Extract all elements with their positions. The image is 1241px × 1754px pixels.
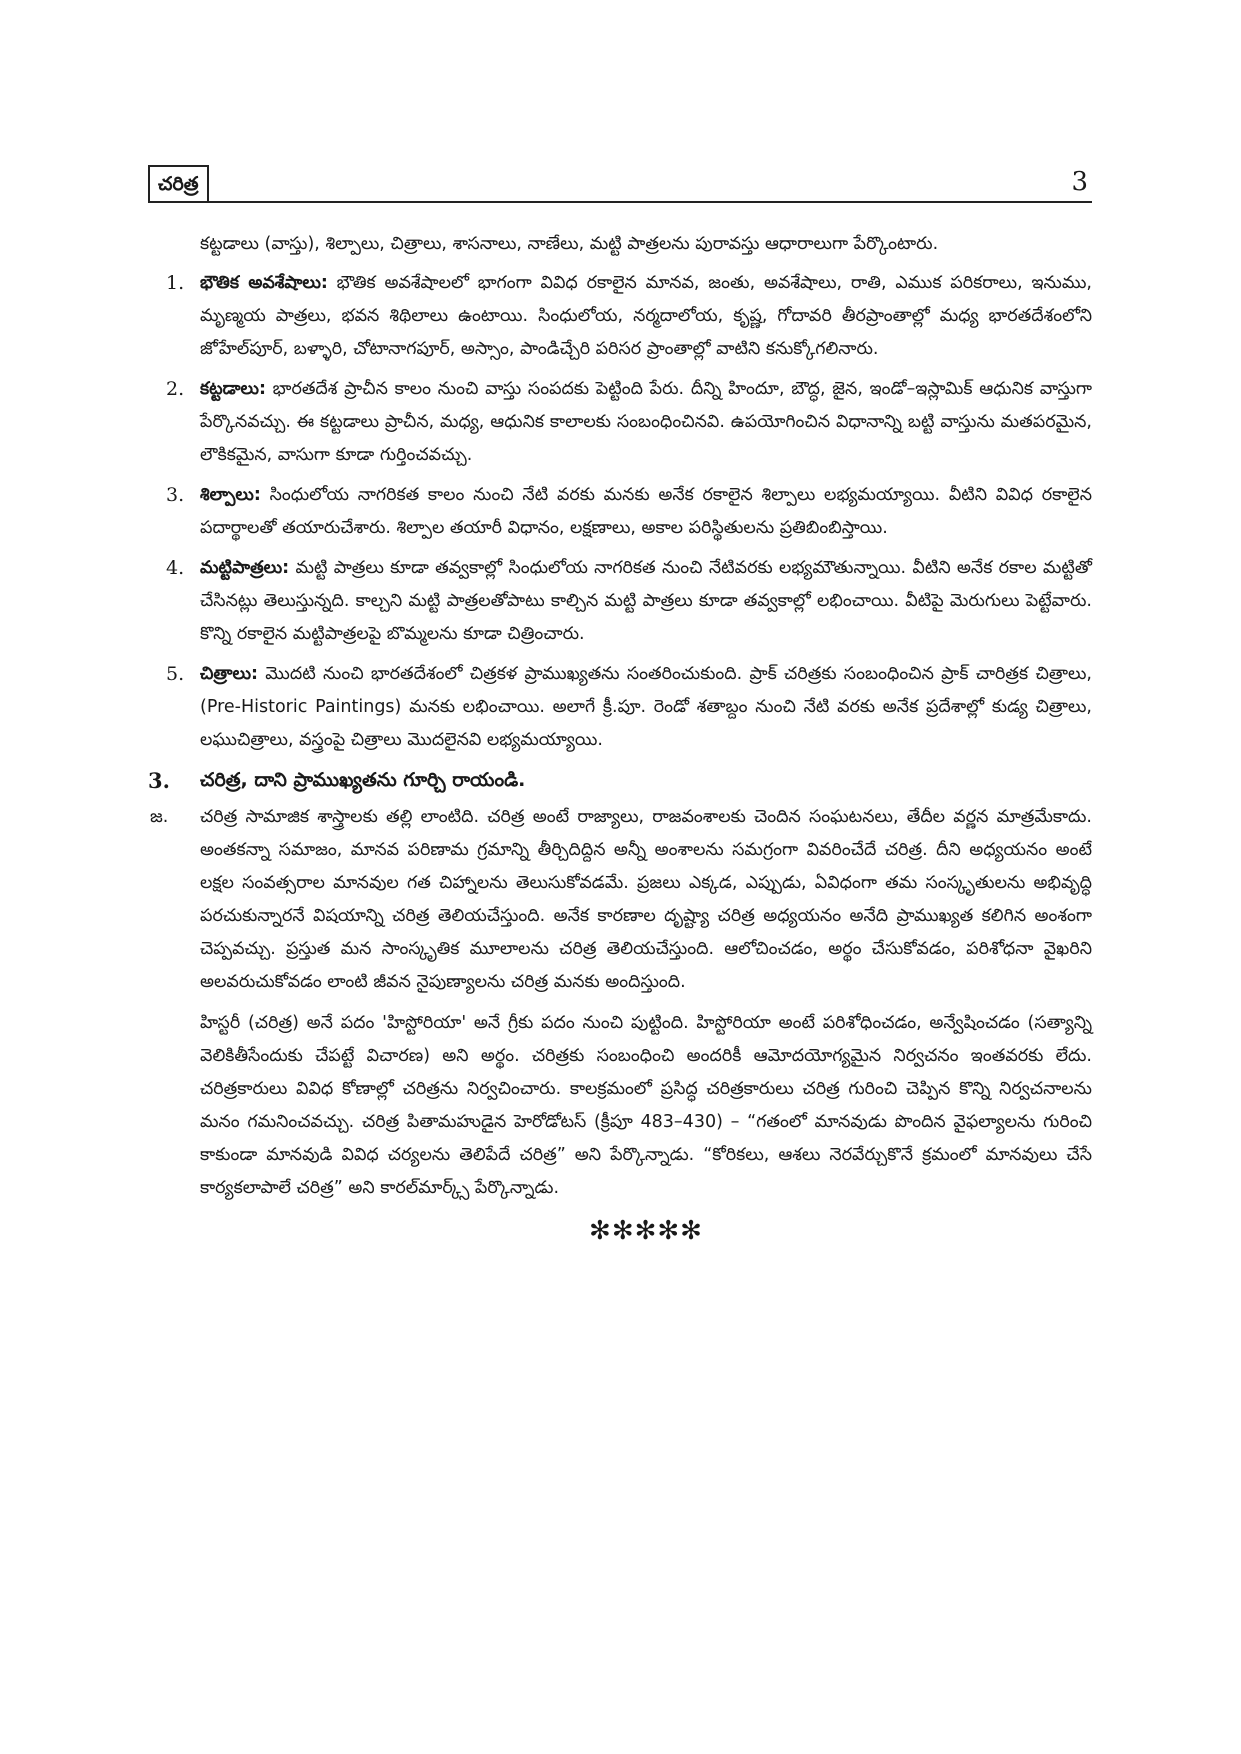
item-term: చిత్రాలు:: [200, 664, 258, 684]
page-content: [148, 228, 1092, 1248]
answer-label: జ.: [150, 807, 169, 827]
item-text: సింధులోయ నాగరికత కాలం నుంచి నేటి వరకు మనకు అనేక రకాలైన శిల్పాలు లభ్యమయ్యాయి. వీటిని వివిధ రకాలైన పదార్థాలతో తయారుచేశారు. శిల్పాల తయారీ విధానం, లక్షణాలు, అకాల పరిస్థితులను ప్రతిబింబిస్తాయి.: [200, 485, 1092, 538]
header-divider: [148, 201, 1092, 203]
item-text: భౌతిక అవశేషాలలో భాగంగా వివిధ రకాలైన మానవ, జంతు, అవశేషాలు, రాతి, ఎముక పరికరాలు, ఇనుము, మృణ్మయ పాత్రలు, భవన శిథిలాలు ఉంటాయి. సింధులోయ, నర్మదాలోయ, కృష్ణ, గోదావరి తీరప్రాంతాల్లో మధ్య భారతదేశంలోని జోహేల్‌పూర్, బళ్ళారి, చోటానాగపూర్, అస్సాం, పాండిచ్చేరి పరిసర ప్రాంతాల్లో వాటిని కనుక్కోగలినారు.: [200, 273, 1092, 359]
question-text: చరిత్ర, దాని ప్రాముఖ్యతను గూర్చి రాయండి.: [200, 769, 526, 791]
item-text: భారతదేశ ప్రాచీన కాలం నుంచి వాస్తు సంపదకు పెట్టింది పేరు. దీన్ని హిందూ, బౌద్ధ, జైన, ఇండో–ఇస్లామిక్ ఆధునిక వాస్తుగా పేర్కొనవచ్చు. ఈ కట్టడాలు ప్రాచీన, మధ్య, ఆధునిక కాలాలకు సంబంధించినవి. ఉపయోగించిన విధానాన్ని బట్టి వాస్తును మతపరమైన, లౌకికమైన, వాసుగా కూడా గుర్తించవచ్చు.: [200, 379, 1092, 465]
item-number: 5.: [166, 663, 185, 685]
question-number: 3.: [148, 768, 170, 793]
end-ornament: ✻✻✻✻✻: [589, 1216, 703, 1246]
item-text: మొదటి నుంచి భారతదేశంలో చిత్రకళ ప్రాముఖ్యతను సంతరించుకుంది. ప్రాక్ చరిత్రకు సంబంధించిన ప్రాక్ చారిత్రక చిత్రాలు, (Pre-Historic Paintings) మనకు లభించాయి. అలాగే క్రీ.పూ. రెండో శతాబ్దం నుంచి నేటి వరకు అనేక ప్రదేశాల్లో కుడ్య చిత్రాలు, లఘుచిత్రాలు, వస్త్రంపై చిత్రాలు మొదలైనవి లభ్యమయ్యాయి.: [200, 664, 1092, 750]
item-number: 2.: [166, 378, 185, 400]
list-item: [148, 552, 1092, 651]
answer-paragraph-1: చరిత్ర సామాజిక శాస్త్రాలకు తల్లి లాంటిది. చరిత్ర అంటే రాజ్యాలు, రాజవంశాలకు చెందిన సంఘటనలు, తేదీల వర్ణన మాత్రమేకాదు. అంతకన్నా సమాజం, మానవ పరిణామ గ్రమాన్ని తీర్చిదిద్దిన అన్నీ అంశాలను సమగ్రంగా వివరించేదే చరిత్ర. దీని అధ్యయనం అంటే లక్షల సంవత్సరాల మానవుల గత చిహ్నాలను తెలుసుకోవడమే. ప్రజలు ఎక్కడ, ఎప్పుడు, ఏవిధంగా తమ సంస్కృతులను అభివృద్ధి పరచుకున్నారనే విషయాన్ని చరిత్ర తెలియచేస్తుంది. అనేక కారణాల దృష్ట్యా చరిత్ర అధ్యయనం అనేది ప్రాముఖ్యత కలిగిన అంశంగా చెప్పవచ్చు. ప్రస్తుత మన సాంస్కృతిక మూలాలను చరిత్ర తెలియచేస్తుంది. ఆలోచించడం, అర్థం చేసుకోవడం, పరిశోధనా వైఖరిని అలవరుచుకోవడం లాంటి జీవన నైపుణ్యాలను చరిత్ర మనకు అందిస్తుంది.: [200, 807, 1092, 992]
item-paragraph: [200, 552, 1092, 651]
subject-label: చరిత్ర: [148, 165, 209, 203]
item-term: శిల్పాలు:: [200, 485, 261, 505]
item-paragraph: [200, 479, 1092, 545]
answer-block: [148, 801, 1092, 1205]
item-paragraph: [200, 267, 1092, 366]
list-item: [148, 267, 1092, 366]
page-header: [148, 165, 1092, 205]
intro-paragraph: కట్టడాలు (వాస్తు), శిల్పాలు, చిత్రాలు, శాసనాలు, నాణేలు, మట్టి పాత్రలను పురావస్తు ఆధారాలుగా పేర్కొంటారు.: [200, 234, 939, 254]
item-paragraph: [200, 658, 1092, 757]
list-item: [148, 373, 1092, 472]
item-text: మట్టి పాత్రలు కూడా తవ్వకాల్లో సింధులోయ నాగరికత నుంచి నేటివరకు లభ్యమౌతున్నాయి. వీటిని అనేక రకాల మట్టితో చేసినట్లు తెలుస్తున్నది. కాల్చని మట్టి పాత్రలతోపాటు కాల్చిన మట్టి పాత్రలు కూడా తవ్వకాల్లో లభించాయి. వీటిపై మెరుగులు పెట్టేవారు. కొన్ని రకాలైన మట్టిపాత్రలపై బొమ్మలను కూడా చిత్రించారు.: [200, 558, 1092, 644]
item-term: కట్టడాలు:: [200, 379, 266, 399]
page-number: 3: [1071, 167, 1088, 197]
item-number: 1.: [166, 272, 185, 294]
item-term: మట్టిపాత్రలు:: [200, 558, 290, 578]
answer-paragraph-2: హిస్టరీ (చరిత్ర) అనే పదం 'హిస్టోరియా' అనే గ్రీకు పదం నుంచి పుట్టింది. హిస్టోరియా అంటే పరిశోధించడం, అన్వేషించడం (సత్యాన్ని వెలికితీసేందుకు చేపట్టే విచారణ) అని అర్థం. చరిత్రకు సంబంధించి అందరికీ ఆమోదయోగ్యమైన నిర్వచనం ఇంతవరకు లేదు. చరిత్రకారులు వివిధ కోణాల్లో చరిత్రను నిర్వచించారు. కాలక్రమంలో ప్రసిద్ధ చరిత్రకారులు చరిత్ర గురించి చెప్పిన కొన్ని నిర్వచనాలను మనం గమనించవచ్చు. చరిత్ర పితామహుడైన హెరోడోటస్ (క్రీపూ 483–430) – “గతంలో మానవుడు పొందిన వైఫల్యాలను గురించి కాకుండా మానవుడి వివిధ చర్యలను తెలిపేదే చరిత్ర” అని పేర్కొన్నాడు. “కోరికలు, ఆశలు నెరవేర్చుకొనే క్రమంలో మానవులు చేసే కార్యకలాపాలే చరిత్ర” అని కారల్‌మార్క్స్ పేర్కొన్నాడు.: [200, 1013, 1092, 1198]
item-number: 4.: [166, 557, 185, 579]
item-term: భౌతిక అవశేషాలు:: [200, 273, 328, 293]
item-paragraph: [200, 373, 1092, 472]
list-item: [148, 479, 1092, 545]
item-number: 3.: [166, 484, 185, 506]
list-item: [148, 658, 1092, 757]
question-heading: [148, 764, 1092, 797]
